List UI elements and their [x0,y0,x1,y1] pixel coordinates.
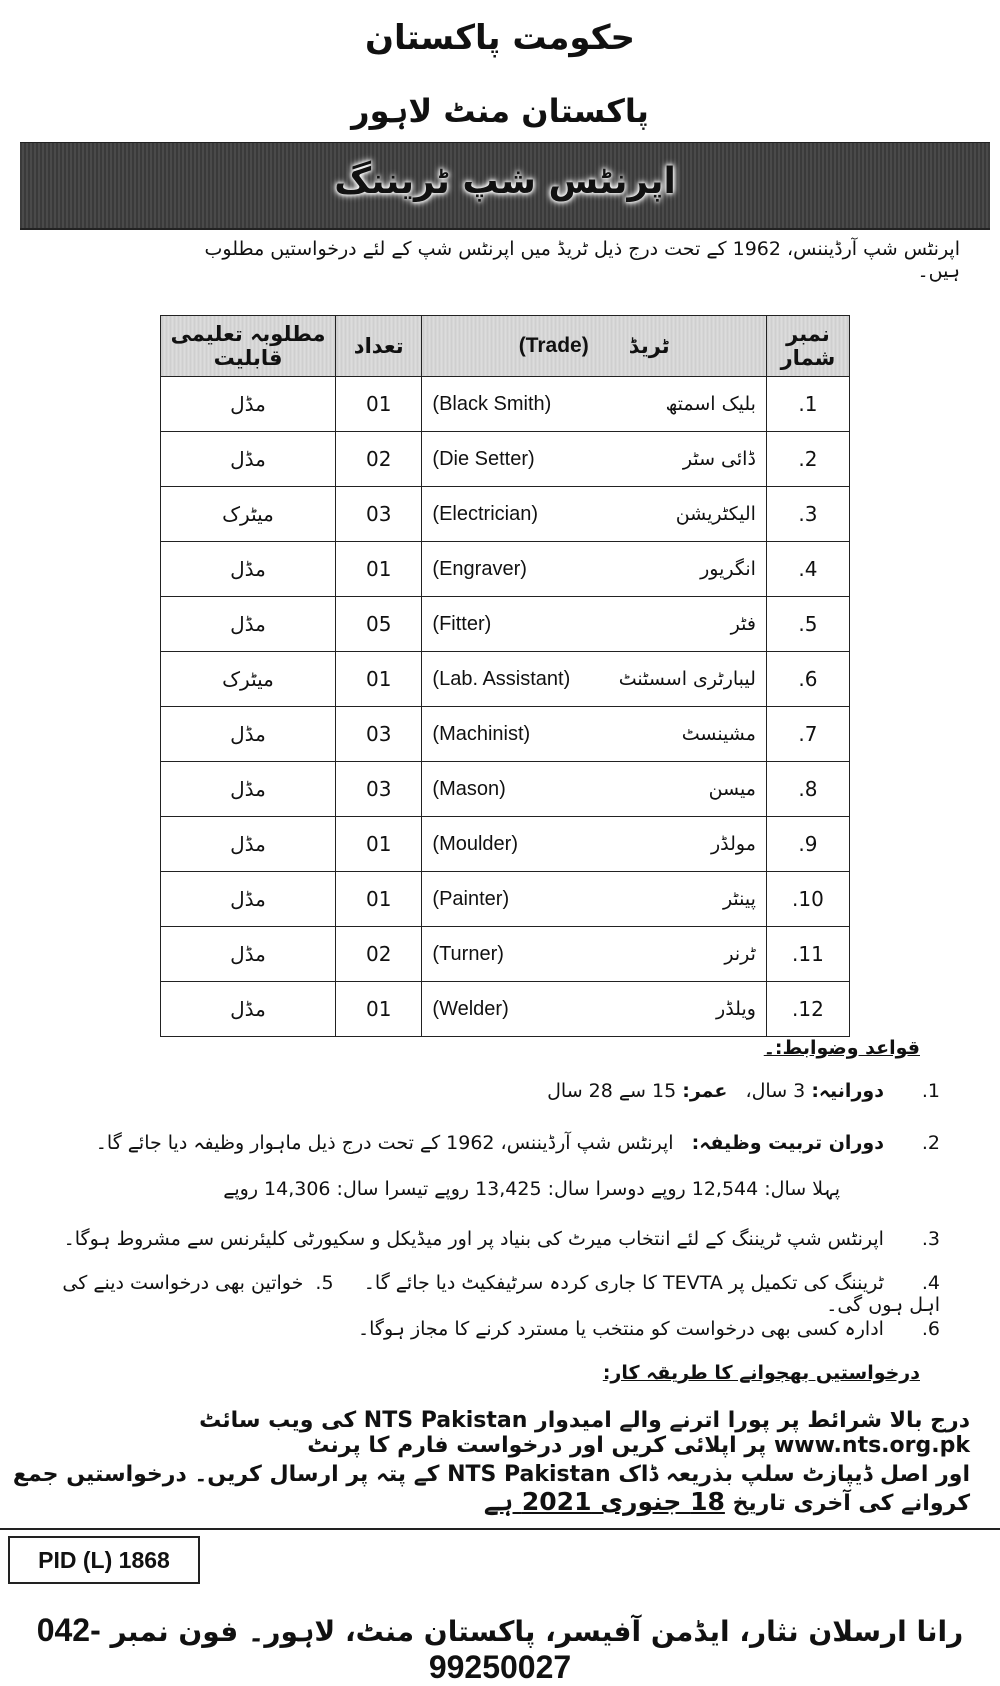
rule-6 [60,1318,940,1340]
header-count: تعداد [336,316,422,377]
row-qualification: مڈل [161,982,336,1037]
row-count: 03 [336,487,422,542]
table-row [161,542,850,597]
row-trade [422,872,767,927]
row-qualification: میٹرک [161,487,336,542]
row-serial: 7. [766,707,849,762]
row-trade [422,927,767,982]
rule-4-text: ٹریننگ کی تکمیل پر TEVTA کا جاری کردہ سرٹیفکیٹ دیا جائے گا۔ [363,1272,884,1294]
rule-1-number: 1. [921,1080,940,1102]
row-trade-ur: لیبارٹری اسسٹنٹ [618,668,756,690]
row-trade [422,432,767,487]
row-trade [422,652,767,707]
table-row [161,432,850,487]
row-trade-ur: پینٹر [722,888,756,910]
header-trade-en: (Trade) [518,334,589,357]
row-trade-en: (Die Setter) [432,447,535,470]
row-trade-en: (Fitter) [432,612,492,635]
row-trade-ur: انگریور [700,558,756,580]
row-trade-en: (Lab. Assistant) [432,667,571,690]
rule-6-number: 6. [921,1318,940,1340]
row-serial: 2. [766,432,849,487]
rule-5-text: خواتین بھی درخواست دینے کی اہل ہوں گی۔ [62,1272,940,1316]
table-row [161,377,850,432]
apply-line-1: درج بالا شرائط پر پورا اترنے والے امیدوار NTS Pakistan کی ویب سائٹ www.nts.org.pk پر اپلائی کریں اور درخواست فارم کا پرنٹ [199,1408,970,1458]
row-serial: 3. [766,487,849,542]
row-trade-ur: بلیک اسمتھ [665,393,756,415]
header-trade-ur: ٹریڈ [628,334,670,358]
row-qualification: مڈل [161,872,336,927]
row-trade [422,487,767,542]
apply-heading: درخواستیں بھجوانے کا طریقہ کار: [602,1362,920,1384]
row-trade [422,762,767,817]
row-count: 01 [336,872,422,927]
row-qualification: مڈل [161,432,336,487]
row-trade-en: (Engraver) [432,557,527,580]
row-trade-ur: الیکٹریشن [675,503,756,525]
header-trade [422,316,767,377]
table-row [161,652,850,707]
rule-2-number: 2. [921,1132,940,1154]
rules-heading: قواعد وضوابط:۔ [763,1037,920,1059]
rule-2 [60,1132,940,1154]
phone-number: 042-99250027 [36,1612,572,1685]
rule-3 [60,1228,940,1250]
row-count: 01 [336,542,422,597]
contact-line [0,1612,1000,1686]
table-row [161,707,850,762]
table-row [161,982,850,1037]
table-row [161,597,850,652]
row-serial: 9. [766,817,849,872]
row-trade-ur: مشینسٹ [681,723,756,745]
rule-1-label-duration: دورانیہ: [811,1080,884,1102]
header-serial: نمبر شمار [766,316,849,377]
row-trade-ur: میسن [708,778,756,800]
row-trade [422,817,767,872]
rule-3-text: اپرنٹس شپ ٹریننگ کے لئے انتخاب میرٹ کی بنیاد پر اور میڈیکل و سکیورٹی کلیئرنس سے مشروط ہوگا۔ [63,1228,884,1250]
row-trade-en: (Electrician) [432,502,538,525]
row-qualification: مڈل [161,817,336,872]
row-trade [422,982,767,1037]
row-qualification: مڈل [161,927,336,982]
table-row [161,872,850,927]
government-title: حکومت پاکستان [364,18,636,58]
rule-2-label: دوران تربیت وظیفہ: [691,1132,884,1154]
row-serial: 10. [766,872,849,927]
trades-table [160,315,850,1037]
rule-1-age: 15 سے 28 سال [547,1080,677,1102]
row-serial: 11. [766,927,849,982]
row-qualification: مڈل [161,542,336,597]
table-row [161,817,850,872]
rule-4-number: 4. [921,1272,940,1294]
rule-2-text: اپرنٹس شپ آرڈیننس، 1962 کے تحت درج ذیل ماہوار وظیفہ دیا جائے گا۔ [95,1132,674,1154]
title-banner [20,142,990,230]
row-serial: 1. [766,377,849,432]
row-trade-ur: مولڈر [710,833,756,855]
row-trade-en: (Mason) [432,777,506,800]
rule-5-number: 5. [315,1272,334,1294]
header-qualification: مطلوبہ تعلیمی قابلیت [161,316,336,377]
row-trade-ur: فٹر [730,613,756,635]
intro-text: اپرنٹس شپ آرڈیننس، 1962 کے تحت درج ذیل ٹریڈ میں اپرنٹس شپ کے لئے درخواستیں مطلوب ہیں۔ [204,238,960,282]
rule-3-number: 3. [921,1228,940,1250]
row-serial: 6. [766,652,849,707]
row-count: 05 [336,597,422,652]
row-trade-en: (Moulder) [432,832,518,855]
row-count: 03 [336,762,422,817]
rule-6-text: ادارہ کسی بھی درخواست کو منتخب یا مسترد کرنے کا مجاز ہوگا۔ [358,1318,884,1340]
row-trade-en: (Welder) [432,997,509,1020]
rule-1 [60,1080,940,1102]
row-trade-ur: ٹرنر [724,943,756,965]
rule-4-5 [60,1272,940,1316]
organization-title: پاکستان منٹ لاہور [351,92,649,130]
row-count: 03 [336,707,422,762]
row-serial: 4. [766,542,849,597]
apply-line-2 [10,1462,970,1516]
row-count: 02 [336,432,422,487]
row-serial: 5. [766,597,849,652]
deadline-date: 18 جنوری 2021 ہے [483,1487,725,1516]
table-row [161,762,850,817]
row-count: 01 [336,377,422,432]
table-row [161,487,850,542]
contact-text: رانا ارسلان نثار، ایڈمن آفیسر، پاکستان منٹ، لاہور۔ فون نمبر [110,1615,964,1648]
row-qualification: مڈل [161,762,336,817]
row-serial: 12. [766,982,849,1037]
apply-line-2-text: اور اصل ڈیپازٹ سلپ بذریعہ ڈاک NTS Pakistan کے پتہ پر ارسال کریں۔ درخواستیں جمع کروانے کی آخری تاریخ [12,1462,970,1516]
row-qualification: مڈل [161,707,336,762]
row-count: 01 [336,817,422,872]
row-trade [422,707,767,762]
row-trade-ur: ویلڈر [716,998,756,1020]
row-serial: 8. [766,762,849,817]
table-header-row [161,316,850,377]
table-row [161,927,850,982]
row-count: 01 [336,652,422,707]
pid-number: PID (L) 1868 [8,1536,200,1584]
stipend-amounts: پہلا سال: 12,544 روپے دوسرا سال: 13,425 روپے تیسرا سال: 14,306 روپے [223,1178,840,1200]
row-trade [422,377,767,432]
row-trade-en: (Machinist) [432,722,531,745]
row-trade-en: (Painter) [432,887,510,910]
row-trade [422,597,767,652]
row-trade [422,542,767,597]
row-qualification: میٹرک [161,652,336,707]
row-trade-en: (Turner) [432,942,504,965]
rule-1-duration: 3 سال، [745,1080,806,1102]
banner-title: اپرنٹس شپ ٹریننگ [334,161,676,202]
row-qualification: مڈل [161,377,336,432]
row-trade-en: (Black Smith) [432,392,552,415]
rule-1-label-age: عمر: [682,1080,728,1102]
row-trade-ur: ڈائی سٹر [682,448,756,470]
row-qualification: مڈل [161,597,336,652]
footer-divider [0,1528,1000,1530]
row-count: 02 [336,927,422,982]
row-count: 01 [336,982,422,1037]
